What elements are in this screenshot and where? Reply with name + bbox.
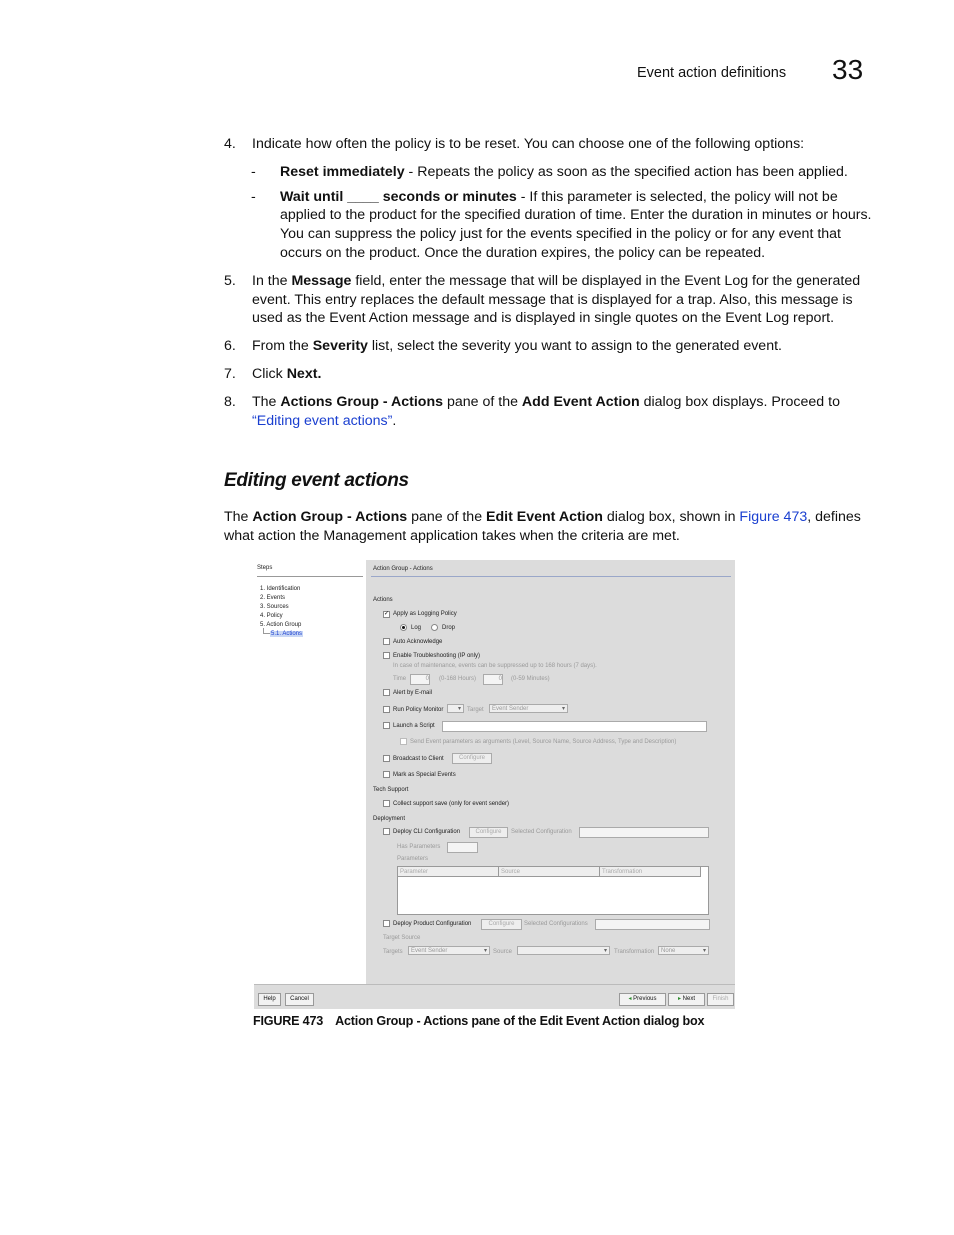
- deploy-cli-label: Deploy CLI Configuration: [393, 829, 461, 835]
- actions-label: Actions: [373, 597, 393, 603]
- run-policy-monitor-label: Run Policy Monitor: [393, 707, 444, 713]
- step-item[interactable]: 4. Policy: [260, 613, 283, 619]
- step-item[interactable]: 1. Identification: [260, 586, 301, 592]
- drop-label: Drop: [442, 625, 456, 631]
- auto-acknowledge-checkbox[interactable]: [383, 638, 390, 645]
- selected-configurations-field: [595, 919, 710, 930]
- target-dropdown[interactable]: Event Sender ▾: [489, 704, 568, 713]
- target-label: Target: [467, 707, 484, 713]
- source-dropdown[interactable]: [517, 946, 610, 955]
- source-label: Source: [493, 949, 513, 955]
- parameters-label: Parameters: [397, 856, 429, 862]
- chevron-down-icon: ▾: [561, 706, 565, 712]
- deployment-label: Deployment: [373, 816, 406, 822]
- actions-pane: [366, 560, 735, 984]
- column-header-source[interactable]: Source: [499, 867, 600, 877]
- column-header-parameter[interactable]: Parameter: [398, 867, 499, 877]
- auto-acknowledge-label: Auto Acknowledge: [393, 639, 443, 645]
- figure-caption: [253, 1014, 704, 1028]
- product-configure-button[interactable]: Configure: [481, 919, 522, 930]
- has-parameters-label: Has Parameters: [397, 844, 441, 850]
- option-reset-immediately: - Reset immediately - Repeats the policy as soon as the specified action has been applied.: [251, 163, 848, 180]
- send-params-label: Send Event parameters as arguments (Level, Source Name, Source Address, Type and Description): [410, 739, 677, 745]
- figure-number: FIGURE 473: [253, 1014, 324, 1028]
- deploy-product-label: Deploy Product Configuration: [393, 921, 472, 927]
- time-label: Time: [393, 676, 407, 682]
- script-path-input[interactable]: [442, 721, 707, 732]
- cli-configure-button[interactable]: Configure: [469, 827, 508, 838]
- step-item-active[interactable]: 5.1. Actions: [271, 631, 303, 637]
- column-header-transformation[interactable]: Transformation: [600, 867, 701, 877]
- broadcast-configure-button[interactable]: Configure: [452, 753, 492, 764]
- edit-event-action-dialog: [254, 560, 735, 1008]
- intro-paragraph: The Action Group - Actions pane of the Edit Event Action dialog box, shown in Figure 473, defines what action the Management application takes when the criteria are met.: [224, 509, 861, 544]
- collect-support-save-checkbox[interactable]: [383, 800, 390, 807]
- tech-support-label: Tech Support: [373, 787, 409, 793]
- figure-caption-text: Action Group - Actions pane of the Edit Event Action dialog box: [335, 1014, 705, 1028]
- step-item[interactable]: 2. Events: [260, 595, 286, 601]
- send-params-checkbox[interactable]: [400, 738, 407, 745]
- step-item[interactable]: 3. Sources: [260, 604, 289, 610]
- section-heading: Editing event actions: [224, 470, 409, 491]
- next-button[interactable]: ▸ Next: [668, 993, 705, 1006]
- step-7: 7. Click Next.: [224, 365, 322, 382]
- selected-configuration-field: [579, 827, 709, 838]
- target-source-label: Target Source: [383, 935, 421, 941]
- help-button[interactable]: Help: [258, 993, 281, 1006]
- apply-logging-label: Apply as Logging Policy: [393, 611, 457, 617]
- alert-email-label: Alert by E-mail: [393, 690, 433, 696]
- cancel-button[interactable]: Cancel: [285, 993, 314, 1006]
- transformation-label: Transformation: [614, 949, 655, 955]
- deploy-cli-checkbox[interactable]: [383, 828, 390, 835]
- dialog-footer: [254, 984, 735, 1009]
- figure-473-link[interactable]: Figure 473: [739, 509, 808, 525]
- broadcast-checkbox[interactable]: [383, 755, 390, 762]
- pane-title: Action Group - Actions: [373, 566, 433, 572]
- procedure-steps: [224, 135, 874, 430]
- step-8: 8. The Actions Group - Actions pane of the Add Event Action dialog box displays. Proceed to “Editing event actions”.: [224, 393, 840, 429]
- chevron-down-icon: ▾: [603, 948, 607, 954]
- finish-button[interactable]: Finish: [707, 993, 734, 1006]
- section-title: Event action definitions: [637, 65, 787, 81]
- step-6: 6. From the Severity list, select the severity you want to assign to the generated event.: [224, 338, 782, 355]
- hours-range-label: (0-168 Hours): [439, 676, 477, 682]
- run-policy-monitor-checkbox[interactable]: [383, 706, 390, 713]
- launch-script-checkbox[interactable]: [383, 722, 390, 729]
- parameters-table: [397, 866, 709, 915]
- steps-panel: [254, 560, 366, 984]
- chapter-number: 33: [832, 54, 864, 85]
- chevron-down-icon: ▾: [483, 948, 487, 954]
- apply-logging-checkbox[interactable]: [383, 611, 390, 618]
- drop-radio[interactable]: [431, 624, 438, 631]
- enable-troubleshooting-checkbox[interactable]: [383, 652, 390, 659]
- steps-title: Steps: [257, 565, 273, 571]
- transformation-dropdown[interactable]: None ▾: [658, 946, 709, 955]
- log-radio[interactable]: [400, 624, 407, 631]
- step-4: 4. Indicate how often the policy is to be reset. You can choose one of the following options:: [224, 136, 805, 152]
- editing-event-actions-link[interactable]: “Editing event actions”: [252, 412, 393, 429]
- arrow-left-icon: ◂: [628, 996, 634, 1002]
- targets-dropdown[interactable]: Event Sender ▾: [408, 946, 490, 955]
- collect-support-save-label: Collect support save (only for event sender): [393, 801, 510, 807]
- maintenance-note: In case of maintenance, events can be suppressed up to 168 hours (7 days).: [393, 663, 597, 669]
- minutes-range-label: (0-59 Minutes): [511, 676, 550, 682]
- chevron-down-icon: ▾: [457, 706, 461, 712]
- selected-configurations-label: Selected Configurations: [524, 921, 588, 927]
- has-parameters-field: [447, 842, 478, 853]
- deploy-product-checkbox[interactable]: [383, 920, 390, 927]
- launch-script-label: Launch a Script: [393, 723, 435, 729]
- targets-label: Targets: [383, 949, 403, 955]
- minutes-spinner[interactable]: 0: [483, 674, 503, 685]
- alert-email-checkbox[interactable]: [383, 689, 390, 696]
- previous-button[interactable]: ◂ Previous: [619, 993, 666, 1006]
- arrow-right-icon: ▸: [677, 996, 683, 1002]
- option-wait-until: - Wait until ____ seconds or minutes - If this parameter is selected, the policy will not be applied to the product for the specified duration of time. Enter the duration in minutes or hours. You can suppress the policy just for the events specified in the policy or for any event that occurs on the product. Once the duration expires, the policy can be repeated.: [251, 188, 872, 261]
- chevron-down-icon: ▾: [702, 948, 706, 954]
- selected-configuration-label: Selected Configuration: [511, 829, 572, 835]
- hours-spinner[interactable]: 0: [410, 674, 430, 685]
- mark-special-label: Mark as Special Events: [393, 772, 456, 778]
- broadcast-label: Broadcast to Client: [393, 756, 444, 762]
- enable-troubleshooting-label: Enable Troubleshooting (IP only): [393, 653, 480, 659]
- policy-monitor-dropdown[interactable]: [447, 704, 464, 713]
- mark-special-checkbox[interactable]: [383, 771, 390, 778]
- step-item[interactable]: 5. Action Group: [260, 622, 302, 628]
- step-5: 5. In the Message field, enter the message that will be displayed in the Event Log for the generated event. This entry replaces the default message that is displayed for a trap. Also, this message is used as the Event Action message and is displayed in single quotes on the Event Log report.: [224, 272, 861, 327]
- log-label: Log: [411, 625, 422, 631]
